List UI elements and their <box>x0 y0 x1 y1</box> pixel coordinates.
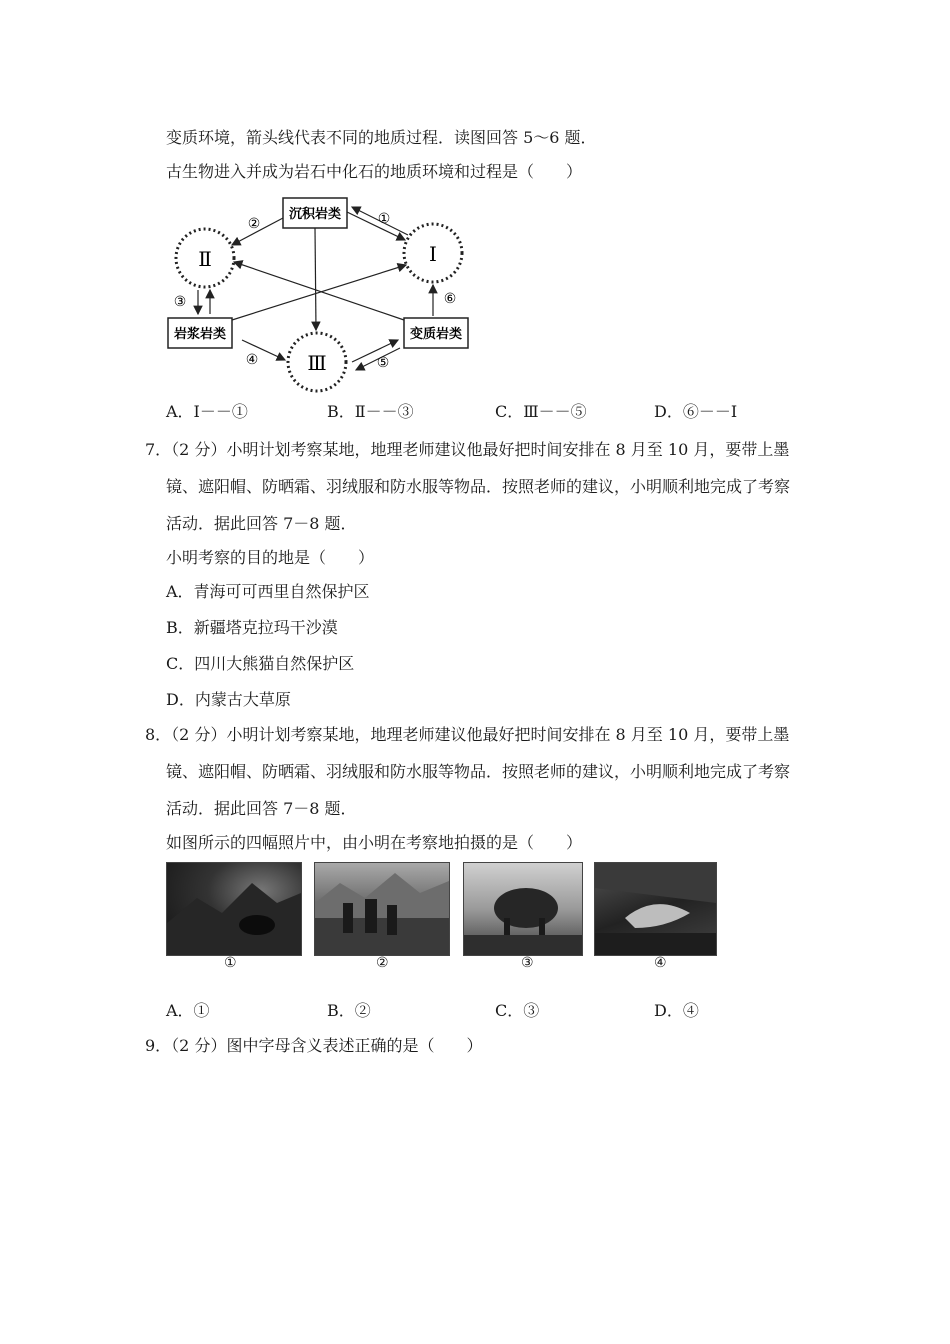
label-sedimentary: 沉积岩类 <box>288 207 342 222</box>
q7-option-c[interactable]: C．四川大熊猫自然保护区 <box>166 654 355 673</box>
q8-option-b[interactable]: B．② <box>327 1001 371 1020</box>
photo-caption-1: ① <box>224 955 237 971</box>
intro-line-1: 变质环境，箭头线代表不同的地质过程．读图回答 5～6 题． <box>166 128 597 147</box>
q6-option-b[interactable]: B．Ⅱ－－③ <box>327 402 414 421</box>
num-1: ① <box>377 211 391 227</box>
num-6: ⑥ <box>443 291 457 307</box>
rock-cycle-svg <box>160 190 480 400</box>
q8-option-d[interactable]: D．④ <box>654 1001 699 1020</box>
question-6-stem: 古生物进入并成为岩石中化石的地质环境和过程是（ ） <box>166 162 583 181</box>
arrow-5a <box>352 340 398 362</box>
num-2: ② <box>247 216 261 232</box>
q8-stem: 如图所示的四幅照片中，由小明在考察地拍摄的是（ ） <box>166 833 583 852</box>
photo-strip <box>166 862 726 974</box>
q9-line-1: 9．（2 分）图中字母含义表述正确的是（ ） <box>145 1036 483 1055</box>
q6-option-a[interactable]: A．Ⅰ－－① <box>166 402 248 421</box>
photo-3-yak <box>463 862 583 956</box>
label-circle-I: Ⅰ <box>429 242 437 266</box>
q8-line-2: 镜、遮阳帽、防晒霜、羽绒服和防水服等物品．按照老师的建议，小明顺利地完成了考察 <box>166 762 791 781</box>
q7-line-1: 7．（2 分）小明计划考察某地，地理老师建议他最好把时间安排在 8 月至 10 月，要带上墨 <box>145 440 790 459</box>
q8-option-c[interactable]: C．③ <box>495 1001 540 1020</box>
q7-option-b[interactable]: B．新疆塔克拉玛干沙漠 <box>166 618 338 637</box>
q7-option-a[interactable]: A．青海可可西里自然保护区 <box>166 582 370 601</box>
num-3: ③ <box>173 294 187 310</box>
arrow-1a <box>347 212 405 240</box>
num-4: ④ <box>245 352 259 368</box>
q7-option-d[interactable]: D．内蒙古大草原 <box>166 690 291 709</box>
photo-caption-4: ④ <box>654 955 667 971</box>
label-circle-II: Ⅱ <box>198 247 212 271</box>
q6-option-d[interactable]: D．⑥－－Ⅰ <box>654 402 738 421</box>
q7-line-3: 活动．据此回答 7－8 题． <box>166 514 357 533</box>
q7-stem: 小明考察的目的地是（ ） <box>166 548 375 567</box>
rock-cycle-diagram <box>160 190 480 400</box>
label-metamorphic: 变质岩类 <box>409 327 463 342</box>
q6-option-c[interactable]: C．Ⅲ－－⑤ <box>495 402 587 421</box>
photo-caption-3: ③ <box>521 955 534 971</box>
arrow-sed-to-III <box>315 228 316 330</box>
num-5: ⑤ <box>376 355 390 371</box>
photo-4-landscape <box>594 862 717 956</box>
label-magmatic: 岩浆岩类 <box>173 327 227 342</box>
photo-1-mountain-yak <box>166 862 302 956</box>
label-circle-III: Ⅲ <box>307 351 327 375</box>
q7-line-2: 镜、遮阳帽、防晒霜、羽绒服和防水服等物品．按照老师的建议，小明顺利地完成了考察 <box>166 477 791 496</box>
q8-option-a[interactable]: A．① <box>166 1001 210 1020</box>
photo-2-antelopes <box>314 862 450 956</box>
q8-line-1: 8．（2 分）小明计划考察某地，地理老师建议他最好把时间安排在 8 月至 10 月，要带上墨 <box>145 725 790 744</box>
q8-line-3: 活动．据此回答 7－8 题． <box>166 799 357 818</box>
photo-caption-2: ② <box>376 955 389 971</box>
